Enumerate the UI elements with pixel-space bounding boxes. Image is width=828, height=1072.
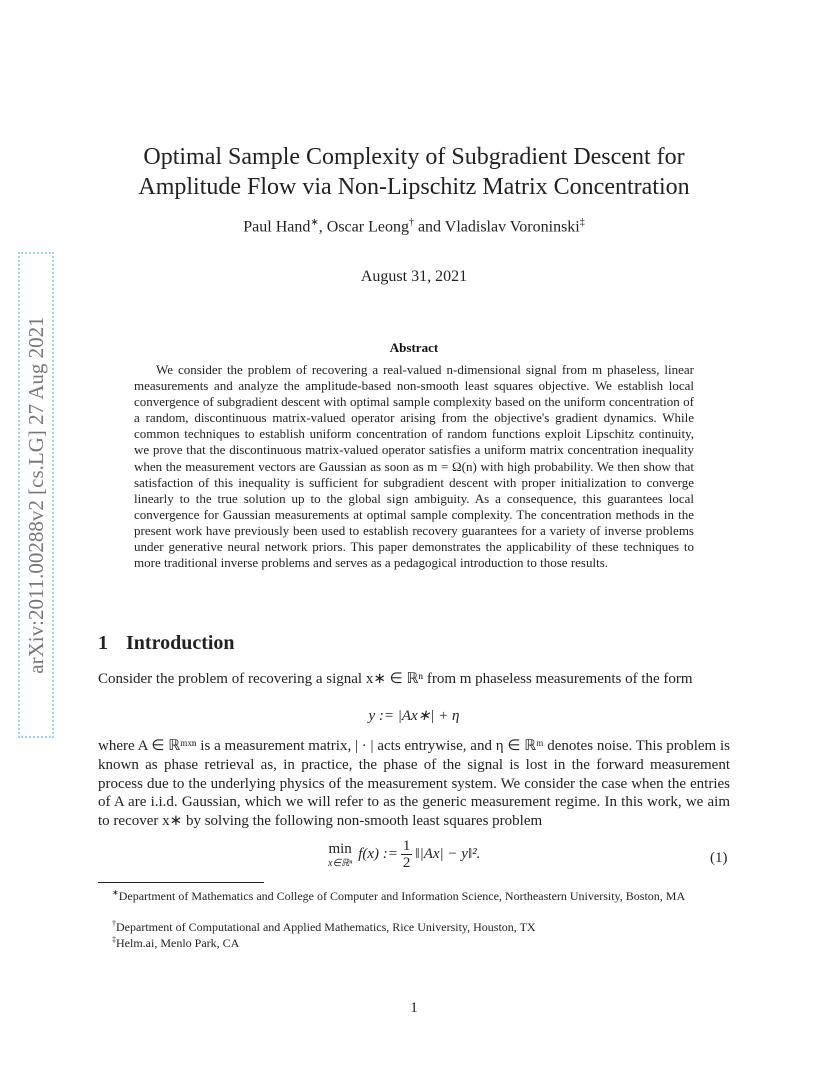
footnote-3 [98, 932, 730, 951]
paper-date: August 31, 2021 [360, 268, 468, 285]
min-subscript: x∈ℝⁿ [328, 857, 353, 869]
author-3-mark: ‡ [579, 217, 585, 228]
arxiv-stamp: arXiv:2011.00288v2 [cs.LG] 27 Aug 2021 [24, 316, 48, 674]
body-paragraph-2: where A ∈ ℝᵐˣⁿ is a measurement matrix, | · | acts entrywise, and η ∈ ℝᵐ denotes noise. This problem is known as phase retrieval as, in practice, the phase of the signal is lost in the forward measurement process due to the underlying physics of the measurement system. We consider the case when the entries of A are i.i.d. Gaussian, which we will refer to as the generic measurement regime. In this work, we aim to recover x∗ by solving the following non-smooth least squares problem [98, 738, 730, 830]
section-heading [98, 632, 235, 655]
footnote-2-text: Department of Computational and Applied Mathematics, Rice University, Houston, TX [116, 920, 536, 934]
abstract-text: We consider the problem of recovering a real-valued n-dimensional signal from m phaseless, linear measurements and analyze the amplitude-based non-smooth least squares objective. We establish local convergence of subgradient descent with optimal sample complexity based on the uniform concentration of a random, discontinuous matrix-valued operator arising from the objective's gradient dynamics. While common techniques to establish uniform concentration of random functions exploit Lipschitz continuity, we prove that the discontinuous matrix-valued operator satisfies a uniform matrix concentration inequality when the measurement vectors are Gaussian as soon as m = Ω(n) with high probability. We then show that satisfaction of this inequality is sufficient for subgradient descent with proper initialization to converge linearly to the true solution up to the global sign ambiguity. As a consequence, this guarantees local convergence for Gaussian measurements at optimal sample complexity. The concentration methods in the present work have previously been used to establish recovery guarantees for a variety of inverse problems under generative neural network priors. This paper demonstrates the applicability of these techniques to more traditional inverse problems and serves as a pedagogical introduction to those results. [134, 362, 694, 571]
min-operator [328, 841, 352, 869]
author-separator: , [318, 218, 327, 236]
footnote-2-mark: † [112, 919, 116, 928]
fraction-denominator: 2 [402, 855, 411, 871]
objective-equation [328, 838, 480, 871]
min-label: min [328, 840, 352, 857]
paper-title-line-2: Amplitude Flow via Non-Lipschitz Matrix Concentration [138, 174, 690, 200]
footnote-1-mark: ∗ [112, 888, 119, 897]
author-1-mark: ∗ [310, 217, 319, 228]
footnote-1-text: Department of Mathematics and College of Computer and Information Science, Northeastern University, Boston, MA [118, 889, 686, 903]
footnote-3-mark: ‡ [112, 935, 116, 944]
equation-number: (1) [710, 850, 728, 866]
one-half-fraction [401, 838, 413, 871]
section-number: 1 [98, 632, 108, 654]
abstract-heading: Abstract [389, 340, 439, 355]
body-paragraph-1: Consider the problem of recovering a signal x∗ ∈ ℝⁿ from m phaseless measurements of the form [98, 671, 693, 687]
measurement-equation: y := |Ax∗| + η [368, 708, 460, 724]
fraction-numerator: 1 [402, 838, 411, 854]
footnote-1 [98, 885, 730, 904]
objective-lhs: f(x) := [358, 846, 398, 862]
author-2-mark: † [408, 217, 414, 228]
author-separator: and [413, 218, 445, 236]
footnote-3-text: Helm.ai, Menlo Park, CA [116, 936, 240, 950]
footnote-divider [98, 882, 264, 883]
author-list [0, 217, 828, 236]
author-1: Paul Hand [243, 218, 311, 236]
page-number: 1 [410, 1000, 418, 1016]
paper-title-line-1: Optimal Sample Complexity of Subgradient Descent for [143, 144, 685, 170]
author-2: Oscar Leong [326, 218, 409, 236]
objective-rhs: ‖|Ax| − y‖². [415, 846, 481, 862]
author-3: Vladislav Voroninski [444, 218, 580, 236]
section-title: Introduction [126, 632, 235, 654]
